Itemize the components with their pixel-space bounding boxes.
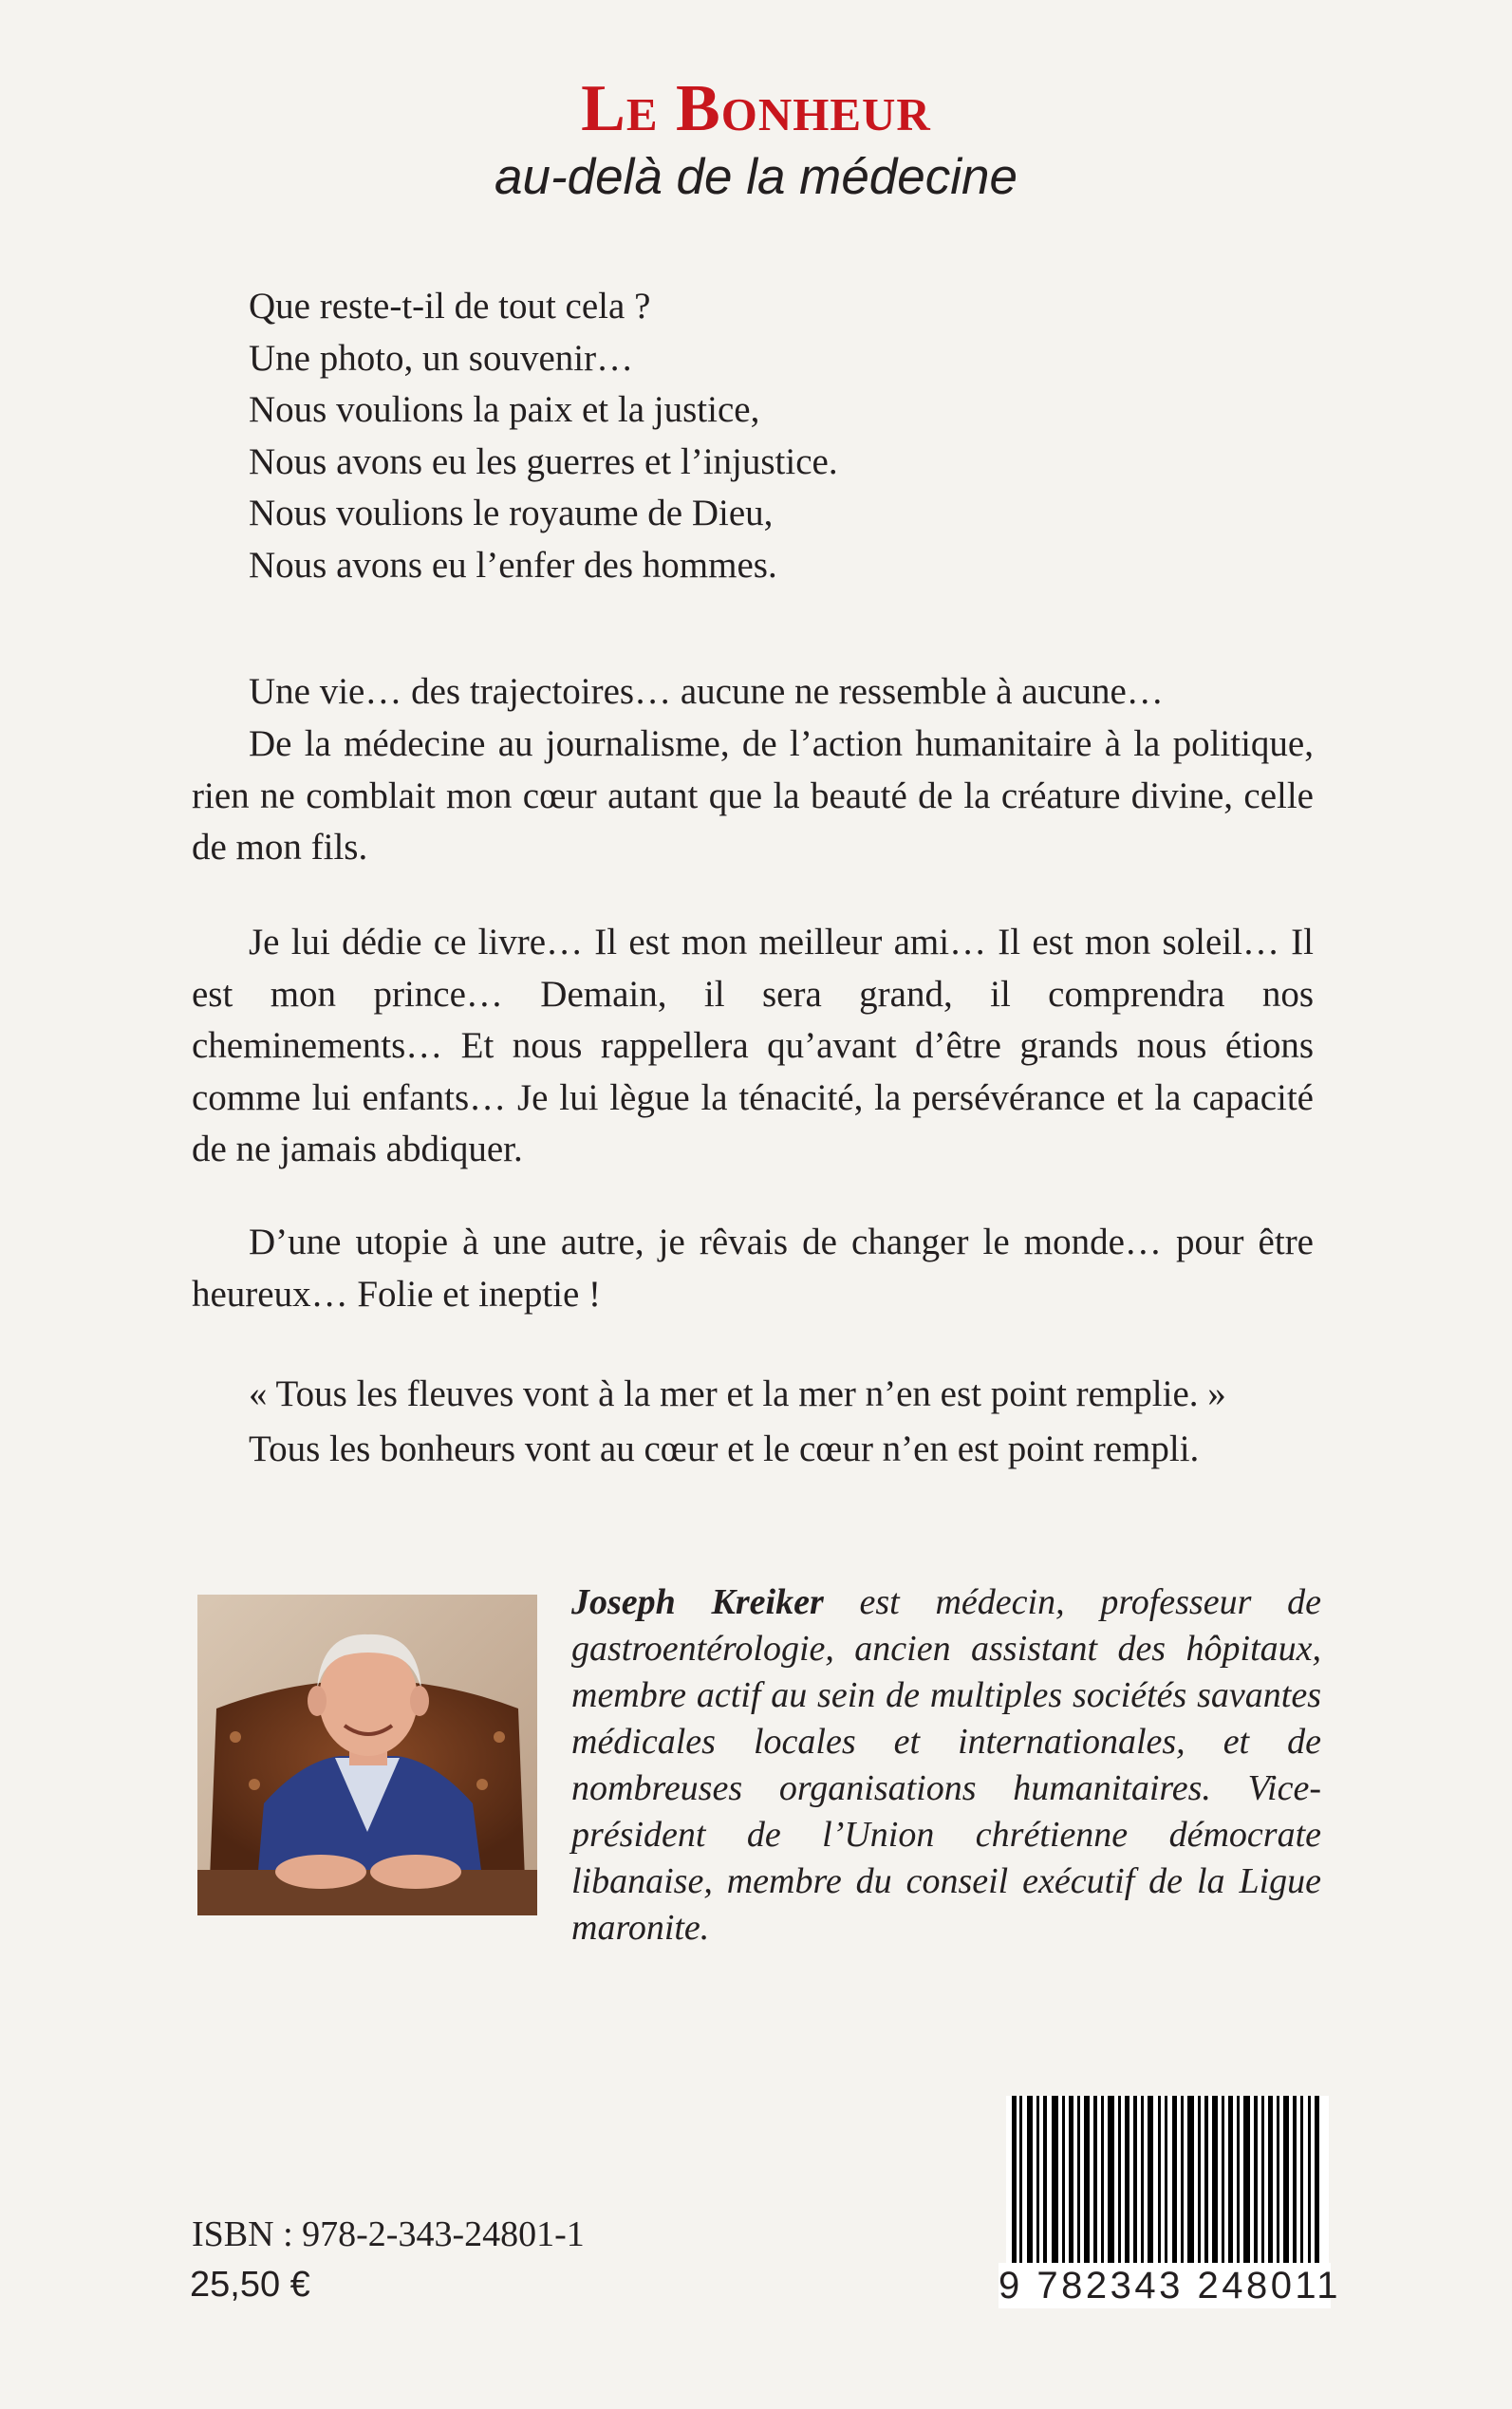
paragraph-dedication: Je lui dédie ce livre… Il est mon meilleur ami… Il est mon soleil… Il est mon prince… Demain, il sera grand, il comprendra nos cheminements… Et nous rappellera qu’avant d’être grands nous étions comme lui enfants… Je lui lègue la ténacité, la persévérance et la capacité de ne jamais abdiquer.	[192, 922, 1314, 1169]
paragraph-utopia: D’une utopie à une autre, je rêvais de changer le monde… pour être heureux… Folie et ineptie !	[192, 1222, 1314, 1315]
price: 25,50 €	[190, 2265, 310, 2305]
author-biography	[571, 1579, 1321, 1951]
quote-line: « Tous les fleuves vont à la mer et la mer n’en est point remplie. »	[249, 1373, 1226, 1414]
paragraph-medicine: De la médecine au journalisme, de l’action humanitaire à la politique, rien ne comblait mon cœur autant que la beauté de la créature divine, celle de mon fils.	[192, 723, 1314, 868]
isbn: ISBN : 978-2-343-24801-1	[192, 2214, 585, 2254]
book-subtitle: au-delà de la médecine	[495, 149, 1017, 205]
poem-line: Que reste-t-il de tout cela ?	[249, 286, 651, 327]
closing-quote	[249, 1367, 1226, 1477]
author-name: Joseph Kreiker	[571, 1582, 824, 1622]
poem-line: Nous voulions la paix et la justice,	[249, 389, 760, 430]
poem-line: Nous avons eu l’enfer des hommes.	[249, 544, 777, 586]
barcode-number: 9 782343 248011	[999, 2265, 1341, 2306]
author-bio-text: est médecin, professeur de gastroentérologie, ancien assistant des hôpitaux, membre actif au sein de multiples sociétés savantes médicales locales et internationales, et de nombreuses organisations humanitaires. Vice-président de l’Union chrétienne démocrate libanaise, membre du conseil exécutif de la Ligue maronite.	[571, 1582, 1321, 1948]
author-photo	[197, 1595, 537, 1915]
book-title: Le Bonheur	[581, 72, 931, 145]
poem-line: Une photo, un souvenir…	[249, 337, 634, 379]
poem-line: Nous voulions le royaume de Dieu,	[249, 493, 774, 533]
poem-line: Nous avons eu les guerres et l’injustice.	[249, 440, 838, 482]
quote-line: Tous les bonheurs vont au cœur et le cœur n’en est point rempli.	[249, 1429, 1200, 1469]
opening-poem	[249, 281, 838, 591]
paragraph-trajectories: Une vie… des trajectoires… aucune ne ressemble à aucune…	[249, 671, 1164, 712]
